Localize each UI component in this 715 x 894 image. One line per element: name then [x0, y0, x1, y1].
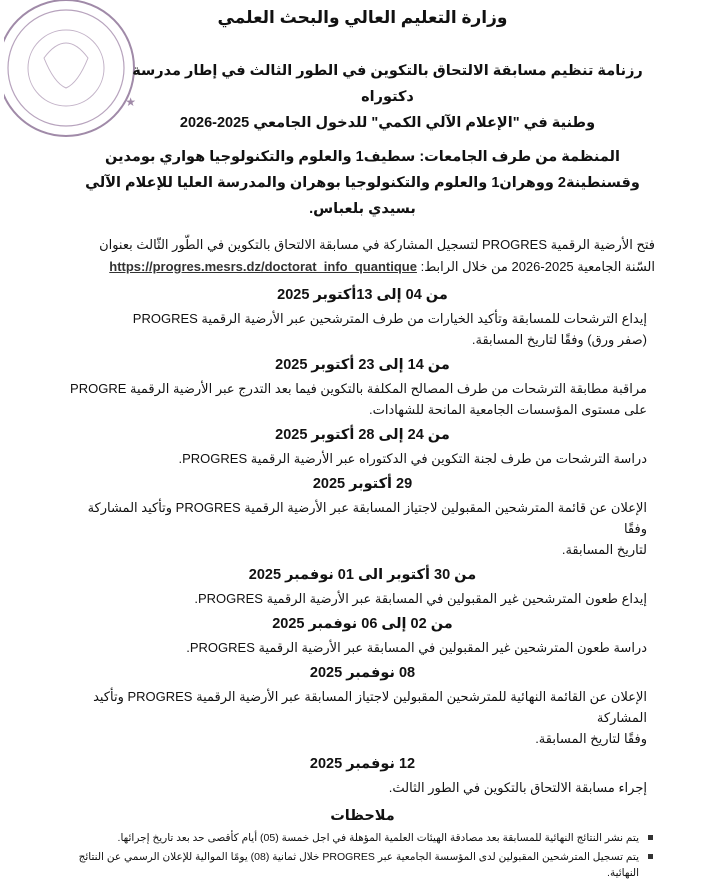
organizers: [70, 144, 655, 222]
organizers-line: المنظمة من طرف الجامعات: سطيف1 والعلوم والتكنولوجيا هواري بومدين: [105, 149, 620, 165]
schedule-description: الإعلان عن قائمة المترشحين المقبولين لاجتياز المسابقة عبر الأرضية الرقمية PROGRES وتأكيد المشاركة وفقًا: [87, 500, 647, 536]
organizers-line: بسيدي بلعباس.: [309, 201, 416, 217]
note-text: يتم تسجيل المترشحين المقبولين لدى المؤسسة الجامعية عبر PROGRES خلال ثمانية (08) يومًا الموالية للإعلان الرسمي عن النتائج النهائية.: [78, 851, 639, 879]
schedule-item: [70, 282, 655, 350]
svg-text:★: ★: [125, 95, 136, 109]
notes-list: [70, 830, 655, 881]
square-bullet-icon: [648, 835, 653, 840]
note-item: [70, 849, 639, 881]
intro-line: فتح الأرضية الرقمية PROGRES لتسجيل المشاركة في مسابقة الالتحاق بالتكوين في الطّور الثّالث بعنوان: [99, 237, 655, 252]
schedule-item: [70, 352, 655, 420]
schedule-item: [70, 422, 655, 469]
schedule-item: [70, 751, 655, 798]
intro-paragraph: [70, 234, 655, 278]
notes-title: ملاحظات: [330, 808, 395, 824]
schedule-description: (صفر ورق) وفقًا لتاريخ المسابقة.: [471, 332, 647, 347]
schedule-description: دراسة الترشحات من طرف لجنة التكوين في الدكتوراه عبر الأرضية الرقمية PROGRES.: [178, 451, 647, 466]
schedule-description: على مستوى المؤسسات الجامعية المانحة للشهادات.: [369, 402, 647, 417]
notes-section: [70, 804, 655, 881]
schedule-date: 12 نوفمبر 2025: [309, 756, 416, 772]
title-line: رزنامة تنظيم مسابقة الالتحاق بالتكوين في الطور الثالث في إطار مدرسة دكتوراه: [132, 63, 643, 105]
organizers-line: وقسنطينة2 ووهران1 والعلوم والتكنولوجيا بوهران والمدرسة العليا للإعلام الآلي: [85, 175, 640, 191]
schedule-description: وفقًا لتاريخ المسابقة.: [535, 731, 647, 746]
schedule-date: من 14 إلى 23 أكتوبر 2025: [275, 357, 450, 373]
document-title: [120, 58, 655, 136]
registration-link[interactable]: https://progres.mesrs.dz/doctorat_info_quantique: [109, 259, 417, 274]
schedule-date: 08 نوفمبر 2025: [309, 665, 416, 681]
schedule-item: [70, 660, 655, 749]
schedule-date: 29 أكتوبر 2025: [312, 476, 413, 492]
intro-text: السّنة الجامعية 2025-2026 من خلال الرابط:: [420, 259, 655, 274]
schedule: [70, 282, 655, 798]
schedule-item: [70, 471, 655, 560]
schedule-description: إيداع الترشحات للمسابقة وتأكيد الخيارات من طرف المترشحين عبر الأرضية الرقمية PROGRES: [132, 311, 647, 326]
schedule-description: لتاريخ المسابقة.: [561, 542, 647, 557]
intro-line: [70, 256, 655, 278]
schedule-item: [70, 611, 655, 658]
title-line: وطنية في "الإعلام الآلي الكمي" للدخول الجامعي 2025-2026: [179, 115, 596, 131]
schedule-date: من 30 أكتوبر الى 01 نوفمبر 2025: [248, 567, 477, 583]
schedule-description: الإعلان عن القائمة النهائية للمترشحين المقبولين لاجتياز المسابقة عبر الأرضية الرقمية PROGRES وتأكيد المشاركة: [93, 689, 647, 725]
schedule-date: من 02 إلى 06 نوفمبر 2025: [272, 616, 453, 632]
ministry-name: وزارة التعليم العالي والبحث العلمي: [217, 8, 508, 27]
schedule-date: من 24 إلى 28 أكتوبر 2025: [275, 427, 450, 443]
schedule-description: دراسة طعون المترشحين غير المقبولين في المسابقة عبر الأرضية الرقمية PROGRES.: [186, 640, 647, 655]
note-text: يتم نشر النتائج النهائية للمسابقة بعد مصادقة الهيئات العلمية المؤهلة في اجل خمسة (05) أيام كأقصى حد بعد تاريخ إجرائها.: [117, 832, 639, 844]
schedule-description: مراقبة مطابقة الترشحات من طرف المصالح المكلفة بالتكوين فيما بعد التدرج عبر الأرضية الرقمية PROGRE: [70, 381, 647, 396]
note-item: [70, 830, 639, 846]
schedule-description: إيداع طعون المترشحين غير المقبولين في المسابقة عبر الأرضية الرقمية PROGRES.: [194, 591, 647, 606]
schedule-item: [70, 562, 655, 609]
square-bullet-icon: [648, 854, 653, 859]
schedule-date: من 04 إلى 13أكتوبر 2025: [277, 287, 448, 303]
schedule-description: إجراء مسابقة الالتحاق بالتكوين في الطور الثالث.: [388, 780, 647, 795]
